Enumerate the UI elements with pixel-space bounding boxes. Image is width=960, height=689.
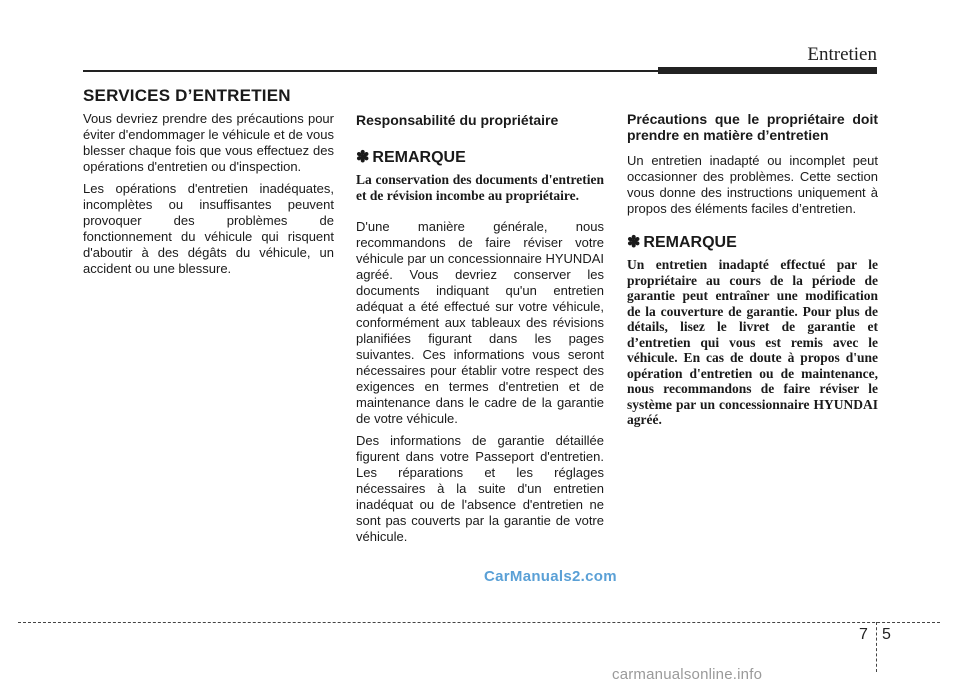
column-middle	[356, 111, 604, 551]
remark-label: REMARQUE	[372, 149, 466, 166]
paragraph: Des informations de garantie détaillée figurent dans votre Passeport d'entretien. Les réparations et les réglages nécessaires à la suite d'un entretien inadéquat ou de l'absence d'entretien ne sont pas couverts par la garantie de votre véhicule.	[356, 433, 604, 544]
section-title: SERVICES D’ENTRETIEN	[83, 86, 291, 105]
asterisk-icon: ✽	[627, 234, 641, 251]
header-rule	[83, 70, 658, 72]
header-rule-accent	[658, 67, 877, 74]
paragraph: Un entretien inadapté ou incomplet peut occasionner des problèmes. Cette section vous donne des instructions uniquement à propos des éléments faciles d’entretien.	[627, 153, 878, 216]
site-watermark[interactable]: carmanualsonline.info	[612, 666, 763, 683]
chapter-header-title: Entretien	[807, 44, 877, 65]
paragraph: Vous devriez prendre des précautions pour éviter d'endommager le véhicule et de vous blesser chaque fois que vous effectuez des opérations d'entretien ou d'inspection.	[83, 111, 334, 174]
remark-body: Un entretien inadapté effectué par le propriétaire au cours de la période de garantie peut entraîner une modification de la couverture de garantie. Pour plus de détails, lisez le livret de garantie et d’entretien qui vous est remis avec le véhicule. En cas de doute à propos d'une opération d'entretien ou de maintenance, nous recommandons de faire réviser le système par un concessionnaire HYUNDAI agréé.	[627, 257, 878, 427]
paragraph: D'une manière générale, nous recommandons de faire réviser votre véhicule par un concessionnaire HYUNDAI agréé. Vous devriez conserver les documents indiquant qu'un entretien adéquat a été effectué sur votre véhicule, conformément aux tableaux des révisions planifiées figurant dans les pages suivantes. Ces informations vous seront nécessaires pour établir votre respect des exigences en termes d'entretien et de maintenance dans le cadre de la garantie de votre véhicule.	[356, 219, 604, 426]
column-right	[627, 111, 878, 444]
subsection-heading: Responsabilité du propriétaire	[356, 112, 559, 128]
remark-title	[627, 235, 878, 251]
remark-title	[356, 150, 604, 166]
footer-page-separator	[876, 622, 877, 672]
paragraph: Les opérations d'entretien inadéquates, incomplètes ou insuffisantes peuvent provoquer des problèmes de fonctionnement du véhicule qui risquent d'aboutir à des dégâts du véhicule, un accident ou une blessure.	[83, 181, 334, 276]
remark-label: REMARQUE	[643, 234, 737, 251]
watermark-link[interactable]: CarManuals2.com	[484, 568, 617, 585]
page-chapter-number: 7	[859, 626, 868, 643]
asterisk-icon: ✽	[356, 149, 370, 166]
page-number: 5	[882, 626, 891, 643]
footer-divider	[18, 622, 940, 623]
remark-body: La conservation des documents d'entretien et de révision incombe au propriétaire.	[356, 172, 604, 203]
subsection-heading: Précautions que le propriétaire doit prendre en matière d’entretien	[627, 111, 878, 143]
column-left	[83, 111, 334, 283]
